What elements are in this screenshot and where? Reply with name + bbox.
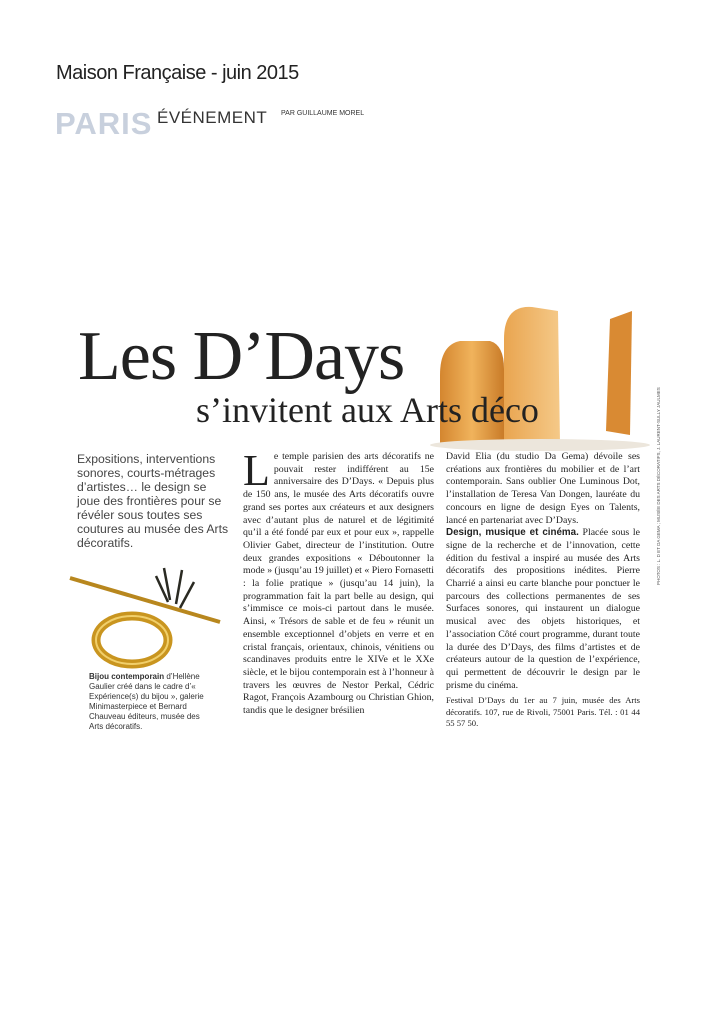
- section-heading: PARIS: [55, 106, 153, 141]
- caption-title: Bijou contemporain: [89, 672, 165, 681]
- article-subtitle: s’invitent aux Arts déco: [196, 390, 539, 430]
- article-lede: Expositions, interventions sonores, courts-métrages d’artistes… le design se joue des frontières pour se révéler sous toutes ses coutures au musée des Arts décoratifs.: [77, 452, 229, 550]
- article-title: Les D’Days: [78, 318, 405, 395]
- article-column-1: [243, 446, 435, 718]
- photo-caption: [89, 672, 214, 732]
- column-1-text: e temple parisien des arts décoratifs ne pouvait rester indifférent au 15e anniversaire des D’Days. « Depuis plus de 150 ans, le musée des Arts décoratifs ouvre grand ses portes aux créateurs et aux designers avec d’autant plus de naturel et de légitimité qu’il a été fondé par eux et pour eux », rappelle Olivier Gabet, directeur de l’institution. Outre deux grandes expositions « Déboutonner la mode » (jusqu’au 19 juillet) et « Piero Fornasetti : la folie pratique » (jusqu’au 14 juin), la programmation fait la part belle au design, qui s’immisce ce mois-ci partout dans le musée. Ainsi, « Trésors de sable et de feu » réunit un ensemble exceptionnel d’objets en verre et en cristal français, orientaux, chinois, vénitiens ou scandinaves produits entre le XIVe et le XXe siècle, et le bijou contemporain est à l’honneur à travers les œuvres de Nestor Perkal, Cédric Ragot, François Azambourg ou Christian Ghion, tandis que le designer brésilien: [243, 451, 435, 717]
- section-category: ÉVÉNEMENT: [157, 108, 268, 127]
- festival-info: Festival D’Days du 1er au 7 juin, musée des Arts décoratifs. 107, rue de Rivoli, 75001 Paris. Tél. : 01 44 55 57 50.: [446, 695, 640, 729]
- photo-credit: PHOTOS : L. D ET DA GEMA ; MUSÉE DES ARTS DÉCORATIFS, J. LAURENT-SULLY JAULMES: [656, 387, 661, 585]
- column-2-paragraph-1: David Elia (du studio Da Gema) dévoile ses créations aux frontières du mobilier et de l’art contemporain. Sans oublier One Luminous Dot, l’installation de Teresa Van Dongen, lauréate du concours en ligne de design Eyes on Talents, lancé en partenariat avec D’Days.: [446, 451, 640, 526]
- publication-source: Maison Française - juin 2015: [56, 62, 299, 84]
- ring-leaves: [156, 568, 194, 608]
- article-column-2: [446, 451, 640, 730]
- sculpture-photo: [420, 305, 650, 455]
- column-2-paragraph-2: Placée sous le signe de la recherche et de l’innovation, cette édition du festival a inspiré au musée des Arts décoratifs des propositions inédites. Pierre Charrié a ainsi eu carte blanche pour ponctuer le parcours des collections permanentes de ses Surfaces sonores, qui instaurent un dialogue musical avec des objets historiques, et l’association Côté court programme, durant toute la durée des D’Days, des films d’artistes et de créateurs autour de la question de l’expérience, qui permettent de découvrir le design par le prisme du cinéma.: [446, 527, 640, 691]
- subheading: Design, musique et cinéma.: [446, 527, 579, 539]
- drop-cap: L: [243, 446, 270, 495]
- caption-text: d’Hellène Gaulier créé dans le cadre d’« Expérience(s) du bijou », galerie Minimasterpiece et Bernard Chauveau éditeurs, musée des Arts décoratifs.: [89, 672, 204, 731]
- ring-photo: [60, 560, 230, 670]
- sculpture-panel-right: [606, 311, 632, 435]
- sculpture-shadow: [430, 439, 650, 451]
- byline: PAR GUILLAUME MOREL: [281, 110, 365, 117]
